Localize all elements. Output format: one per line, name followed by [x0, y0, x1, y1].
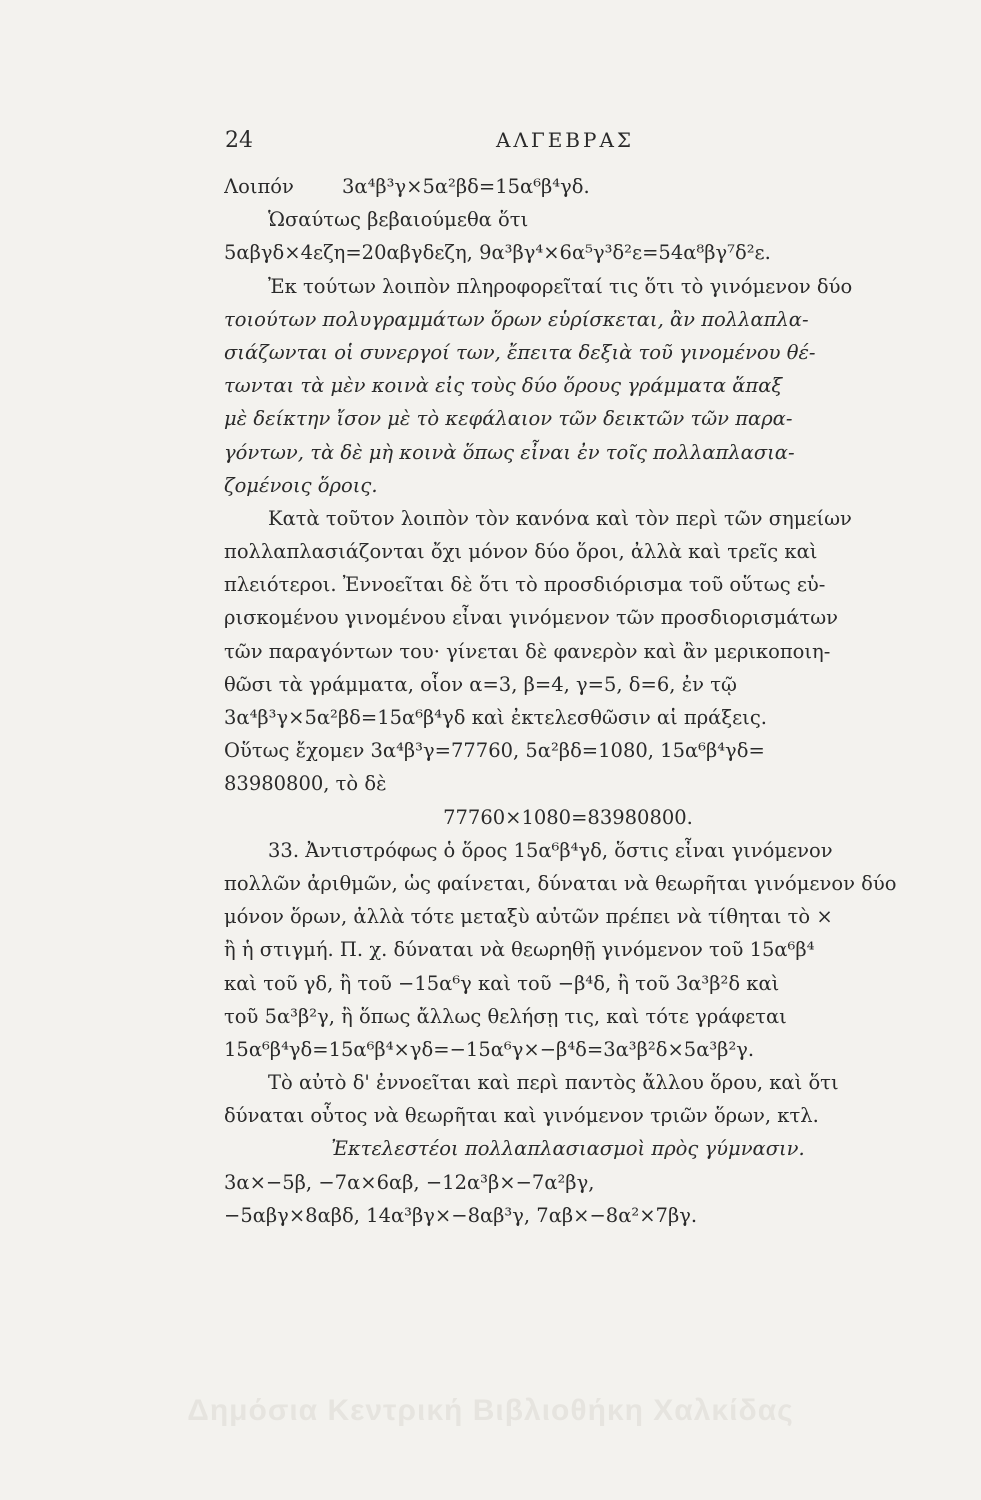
text-line: Τὸ αὐτὸ δ' ἐννοεῖται καὶ περὶ παντὸς ἄλλου ὅρου, καὶ ὅτι: [268, 1071, 839, 1095]
text-line: τοιούτων πολυγραμμάτων ὅρων εὑρίσκεται, ἂν πολλαπλα-: [224, 307, 809, 331]
text-line: 83980800, τὸ δὲ: [224, 772, 387, 796]
page-number: 24: [225, 128, 253, 153]
formula-line: 77760×1080=83980800.: [443, 805, 693, 829]
exercises-heading: Ἐκτελεστέοι πολλαπλασιασμοὶ πρὸς γύμνασιν.: [331, 1137, 805, 1161]
text-line: [224, 170, 912, 203]
text-line: δύναται οὗτος νὰ θεωρῆται καὶ γινόμενον τριῶν ὅρων, κτλ.: [224, 1104, 819, 1128]
text-line: ἢ ἡ στιγμή. Π. χ. δύναται νὰ θεωρηθῇ γινόμενον τοῦ 15α⁶β⁴: [224, 938, 815, 962]
text-line: Ἐκ τούτων λοιπὸν πληροφορεῖταί τις ὅτι τὸ γινόμενον δύο: [268, 274, 853, 298]
text-line: καὶ τοῦ γδ, ἢ τοῦ −15α⁶γ καὶ τοῦ −β⁴δ, ἢ τοῦ 3α³β²δ καὶ: [224, 971, 780, 995]
text-line: γόντων, τὰ δὲ μὴ κοινὰ ὅπως εἶναι ἐν τοῖς πολλαπλασια-: [224, 440, 795, 464]
section-line: 33. Ἀντιστρόφως ὁ ὅρος 15α⁶β⁴γδ, ὅστις εἶναι γινόμενον: [268, 838, 833, 862]
line-label: Λοιπόν: [224, 175, 294, 198]
text-line: σιάζωνται οἱ συνεργοί των, ἔπειτα δεξιὰ τοῦ γινομένου θέ-: [224, 340, 816, 364]
text-line: Κατὰ τοῦτον λοιπὸν τὸν κανόνα καὶ τὸν περὶ τῶν σημείων: [268, 506, 852, 530]
text-line: τῶν παραγόντων του· γίνεται δὲ φανερὸν καὶ ἂν μερικοποιη-: [224, 639, 831, 663]
text-line: τοῦ 5α³β²γ, ἢ ὅπως ἄλλως θελήσῃ τις, καὶ τότε γράφεται: [224, 1004, 787, 1028]
library-watermark: Δημόσια Κεντρική Βιβλιοθήκη Χαλκίδας: [187, 1394, 794, 1427]
formula-line: 3α⁴β³γ×5α²βδ=15α⁶β⁴γδ καὶ ἐκτελεσθῶσιν αἱ πράξεις.: [224, 706, 767, 729]
text-line: ζομένοις ὅροις.: [224, 473, 378, 497]
text-line: πλειότεροι. Ἐννοεῖται δὲ ὅτι τὸ προσδιόρισμα τοῦ οὕτως εὑ-: [224, 573, 826, 597]
text-line: μόνον ὅρων, ἀλλὰ τότε μεταξὺ αὐτῶν πρέπει νὰ τίθηται τὸ ×: [224, 905, 833, 929]
exercise-line: 3α×−5β, −7α×6αβ, −12α³β×−7α²βγ,: [224, 1170, 595, 1194]
formula-line: 15α⁶β⁴γδ=15α⁶β⁴×γδ=−15α⁶γ×−β⁴δ=3α³β²δ×5α³β²γ.: [224, 1037, 755, 1061]
text-line: ρισκομένου γινομένου εἶναι γινόμενον τῶν προσδιορισμάτων: [224, 606, 839, 630]
formula: 3α⁴β³γ×5α²βδ=15α⁶β⁴γδ.: [342, 175, 590, 198]
exercise-line: −5αβγ×8αβδ, 14α³βγ×−8αβ³γ, 7αβ×−8α²×7βγ.: [224, 1203, 698, 1227]
text-line: μὲ δείκτην ἴσον μὲ τὸ κεφάλαιον τῶν δεικτῶν τῶν παρα-: [224, 407, 793, 431]
formula-line: 5αβγδ×4εζη=20αβγδεζη, 9α³βγ⁴×6α⁵γ³δ²ε=54α⁸βγ⁷δ²ε.: [224, 241, 771, 265]
text-line: Ὡσαύτως βεβαιούμεθα ὅτι: [268, 208, 529, 232]
text-line: θῶσι τὰ γράμματα, οἷον α=3, β=4, γ=5, δ=6, ἐν τῷ: [224, 672, 737, 696]
text-line: πολλαπλασιάζονται ὄχι μόνον δύο ὅροι, ἀλλὰ καὶ τρεῖς καὶ: [224, 540, 818, 564]
body-text: [224, 170, 912, 1232]
text-line: πολλῶν ἀριθμῶν, ὡς φαίνεται, δύναται νὰ θεωρῆται γινόμενον δύο: [224, 871, 897, 895]
running-title: ΑΛΓΕΒΡΑΣ: [495, 128, 635, 152]
page-header: [225, 128, 905, 158]
text-line: Οὕτως ἔχομεν 3α⁴β³γ=77760, 5α²βδ=1080, 15α⁶β⁴γδ=: [224, 739, 765, 763]
text-line: τωνται τὰ μὲν κοινὰ εἰς τοὺς δύο ὅρους γράμματα ἅπαξ: [224, 374, 783, 398]
